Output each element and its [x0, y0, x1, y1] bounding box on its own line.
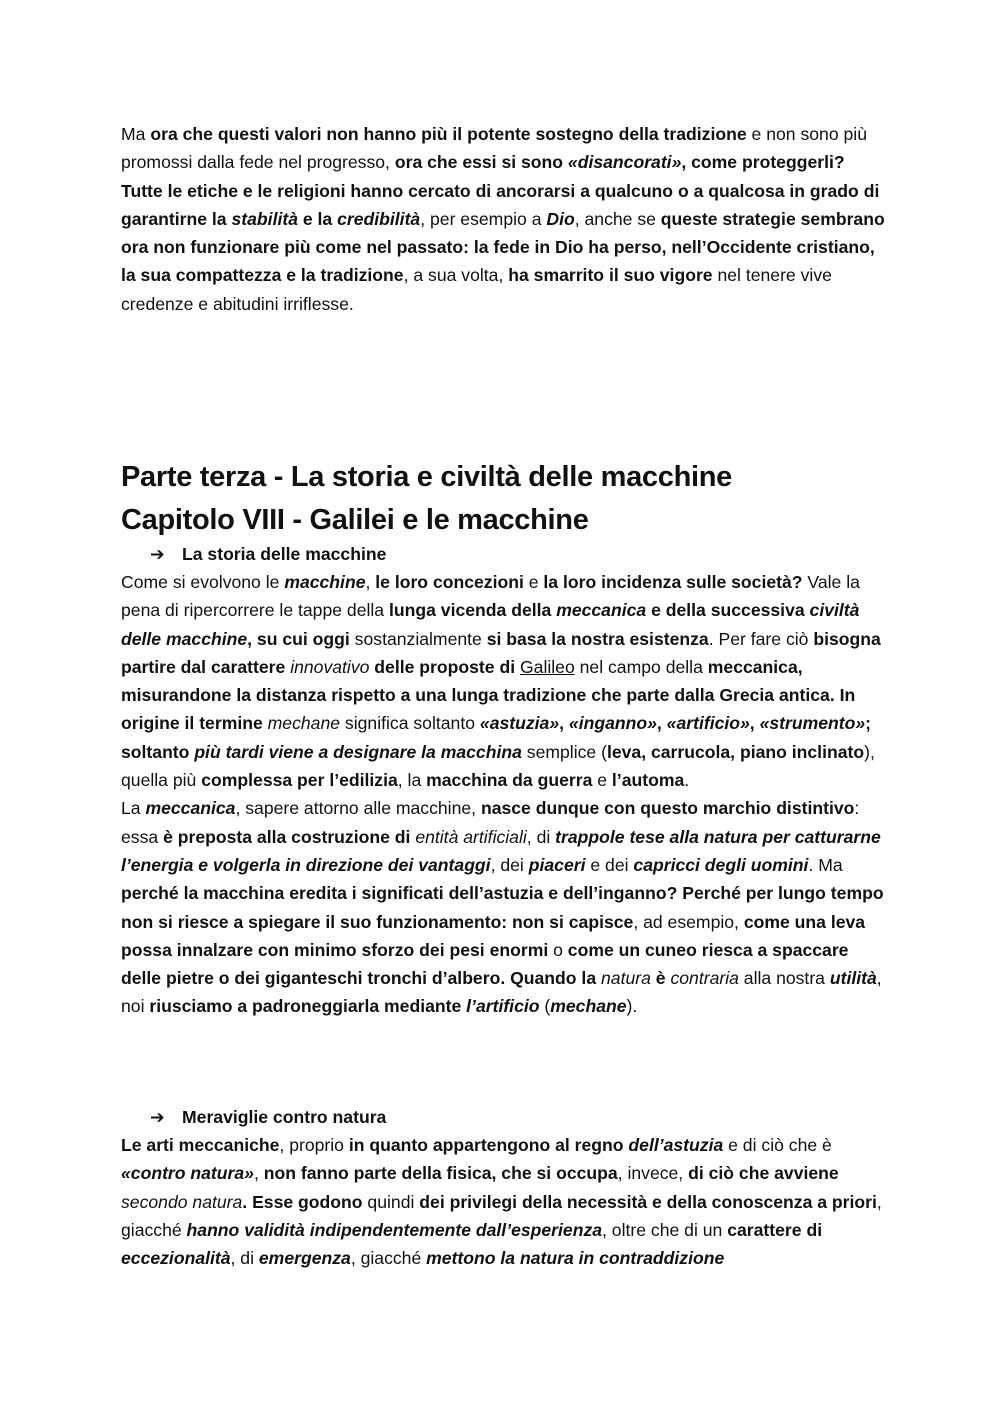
- text-bold: ha smarrito il suo vigore: [508, 265, 713, 286]
- text-bold-italic: l’artificio: [466, 996, 540, 1017]
- text-bold: carattere di: [727, 1219, 823, 1240]
- text-bold-italic: eccezionalità: [121, 1248, 231, 1269]
- text-run: .: [684, 770, 690, 791]
- text-bold-italic: hanno validità indipendentemente dall’esperienza: [186, 1219, 603, 1240]
- text-bold: meccanica, misurandone la distanza rispetto a una lunga tradizione che parte dalla Grecia antica. In origine il termine: [121, 656, 856, 734]
- text-run: nel tenere vive credenze e abitudini irriflesse.: [121, 265, 832, 314]
- text-run: La: [121, 798, 146, 819]
- text-bold-italic: Dio: [546, 208, 575, 229]
- text-run: , dei: [490, 854, 529, 875]
- text-run: . Per fare ciò: [708, 628, 814, 649]
- text-bold: lunga vicenda della: [388, 600, 557, 621]
- text-bold: ,: [656, 713, 667, 734]
- text-run: e: [592, 770, 612, 791]
- text-bold: le loro concezioni: [375, 572, 524, 592]
- text-run: significa soltanto: [340, 713, 480, 734]
- text-bold: è: [650, 968, 671, 989]
- text-bold: in quanto appartengono al regno: [348, 1135, 629, 1155]
- text-bold: complessa per l’edilizia: [201, 770, 398, 791]
- subheading-label: Meraviglie contro natura: [182, 1107, 387, 1127]
- subheading-history-of-machines: [150, 540, 386, 568]
- text-bold: bisogna partire dal carattere: [121, 628, 881, 677]
- text-bold-italic: macchine: [284, 572, 366, 592]
- text-run: e non sono più promossi dalla fede nel progresso,: [121, 124, 867, 173]
- text-italic: contraria: [670, 968, 739, 989]
- text-bold: la loro incidenza sulle società?: [543, 572, 803, 592]
- text-bold: ora che essi si sono: [394, 152, 568, 173]
- text-bold: Le arti meccaniche: [121, 1135, 280, 1155]
- text-run: ).: [626, 996, 638, 1017]
- text-bold-italic: più tardi viene a designare la macchina: [194, 741, 522, 762]
- text-run: , noi: [121, 968, 882, 1017]
- text-italic: secondo natura: [121, 1191, 243, 1212]
- text-bold: delle proposte di: [369, 656, 520, 677]
- text-bold-italic: credibilità: [337, 208, 421, 229]
- paragraph-tradition: [121, 120, 891, 318]
- text-run: ,: [365, 572, 376, 592]
- text-run: sostanzialmente: [349, 628, 487, 649]
- text-run: , proprio: [279, 1135, 349, 1155]
- text-bold: ,: [559, 713, 569, 734]
- text-bold-italic: civiltà delle macchine: [121, 600, 860, 649]
- text-italic: innovativo: [290, 656, 370, 677]
- text-bold: leva, carrucola, piano inclinato: [606, 741, 865, 762]
- text-run: , la: [397, 770, 427, 791]
- text-run: (: [539, 996, 551, 1017]
- text-bold: come una leva possa innalzare con minimo sforzo dei pesi enormi: [121, 911, 866, 960]
- text-bold: come un cuneo riesca a spaccare delle pietre o dei giganteschi tronchi d’albero. Quando la: [121, 939, 849, 989]
- text-run: alla nostra: [738, 968, 830, 989]
- arrow-icon: ➔: [150, 1107, 165, 1127]
- text-bold-italic: stabilità: [231, 208, 298, 229]
- text-run: , giacché: [350, 1248, 427, 1269]
- text-bold-italic: meccanica: [556, 600, 647, 621]
- text-run: , invece,: [617, 1163, 689, 1184]
- text-run: nel campo della: [574, 656, 708, 677]
- text-bold: si basa la nostra esistenza: [486, 628, 709, 649]
- text-italic: mechane: [267, 713, 341, 734]
- text-run: Come si evolvono le: [121, 572, 285, 592]
- text-italic: natura: [601, 968, 651, 989]
- text-run: . Ma: [808, 854, 843, 875]
- text-bold: riusciamo a padroneggiarla mediante: [149, 996, 467, 1017]
- heading-chapter: Capitolo VIII - Galilei e le macchine: [121, 504, 589, 536]
- heading-part: Parte terza - La storia e civiltà delle macchine: [121, 461, 732, 493]
- text-bold-italic: emergenza: [258, 1248, 351, 1269]
- text-bold: , come proteggerli? Tutte le etiche e le religioni hanno cercato di ancorarsi a qualcuno o a qualcosa in grado di garantirne la: [121, 152, 880, 229]
- text-bold-italic: «artificio»: [666, 713, 750, 734]
- text-run: , sapere attorno alle macchine,: [235, 798, 481, 819]
- text-bold-italic: meccanica: [145, 798, 236, 819]
- text-bold: l’automa: [611, 770, 685, 791]
- text-bold: ; soltanto: [121, 713, 872, 762]
- text-bold-italic: «astuzia»: [479, 713, 560, 734]
- text-run: e di ciò che è: [723, 1135, 832, 1155]
- text-bold: dei privilegi della necessità e della conoscenza a priori: [419, 1191, 877, 1212]
- text-bold-italic: «strumento»: [759, 713, 866, 734]
- text-bold: queste strategie sembrano ora non funzionare più come nel passato: la fede in Dio ha perso, nell’Occidente cristiano, la sua compattezza e la tradizione: [121, 208, 885, 286]
- text-run: , a sua volta,: [403, 265, 509, 286]
- text-bold: e la: [297, 208, 338, 229]
- text-run: e dei: [585, 854, 634, 875]
- arrow-icon: ➔: [150, 544, 165, 564]
- subheading-wonders-against-nature: [150, 1103, 386, 1131]
- paragraph-mechanics: [121, 794, 891, 1020]
- text-run: , oltre che di un: [602, 1219, 728, 1240]
- paragraph-mechanical-arts: [121, 1131, 891, 1272]
- text-bold-italic: dell’astuzia: [628, 1135, 724, 1155]
- text-underline: Galileo: [519, 656, 575, 677]
- text-bold-italic: mettono la natura in contraddizione: [426, 1248, 725, 1269]
- text-run: ,: [253, 1163, 264, 1184]
- text-run: quindi: [362, 1191, 420, 1212]
- text-bold: e della successiva: [646, 600, 810, 621]
- text-run: , per esempio a: [420, 208, 547, 229]
- text-bold-italic: «disancorati»: [567, 152, 682, 173]
- text-bold: ora che questi valori non hanno più il potente sostegno della tradizione: [150, 124, 747, 144]
- text-run: , giacché: [121, 1191, 882, 1240]
- paragraph-machines: [121, 568, 891, 794]
- text-bold-italic: capricci degli uomini: [633, 854, 809, 875]
- text-bold-italic: mechane: [550, 996, 627, 1017]
- section-history-of-machines: [121, 568, 891, 1021]
- text-run: Vale la pena di ripercorrere le tappe della: [121, 572, 860, 621]
- text-bold: non fanno parte della fisica, che si occupa: [263, 1163, 618, 1184]
- text-run: , ad esempio,: [633, 911, 744, 932]
- text-bold-italic: piaceri: [528, 854, 586, 875]
- text-run: , di: [230, 1248, 259, 1269]
- text-bold: , su cui oggi: [247, 628, 350, 649]
- text-run: o: [548, 939, 568, 960]
- text-bold: ,: [749, 713, 760, 734]
- subheading-label: La storia delle macchine: [182, 544, 387, 564]
- text-bold: perché la macchina eredita i significati dell’astuzia e dell’inganno? Perché per lungo tempo non si riesce a spiegare il suo funzionamento: non si capisce: [121, 883, 884, 932]
- text-run: e: [523, 572, 544, 592]
- text-bold: . Esse godono: [242, 1191, 363, 1212]
- text-bold: macchina da guerra: [426, 770, 593, 791]
- text-bold-italic: «inganno»: [568, 713, 657, 734]
- text-bold: nasce dunque con questo marchio distintivo: [480, 798, 855, 819]
- text-run: : essa: [121, 798, 860, 847]
- text-run: , anche se: [574, 208, 661, 229]
- text-italic: entità artificiali: [415, 826, 527, 847]
- text-run: semplice (: [521, 741, 607, 762]
- text-bold: è preposta alla costruzione di: [163, 826, 416, 847]
- text-bold-italic: utilità: [829, 968, 877, 989]
- text-bold-italic: «contro natura»: [121, 1163, 254, 1184]
- text-bold: di ciò che avviene: [688, 1163, 839, 1184]
- text-run: , di: [526, 826, 556, 847]
- text-bold-italic: trappole tese alla natura per catturarne l’energia e volgerla in direzione dei vantaggi: [121, 826, 881, 875]
- text-run: ), quella più: [121, 741, 875, 791]
- text-run: Ma: [121, 124, 151, 144]
